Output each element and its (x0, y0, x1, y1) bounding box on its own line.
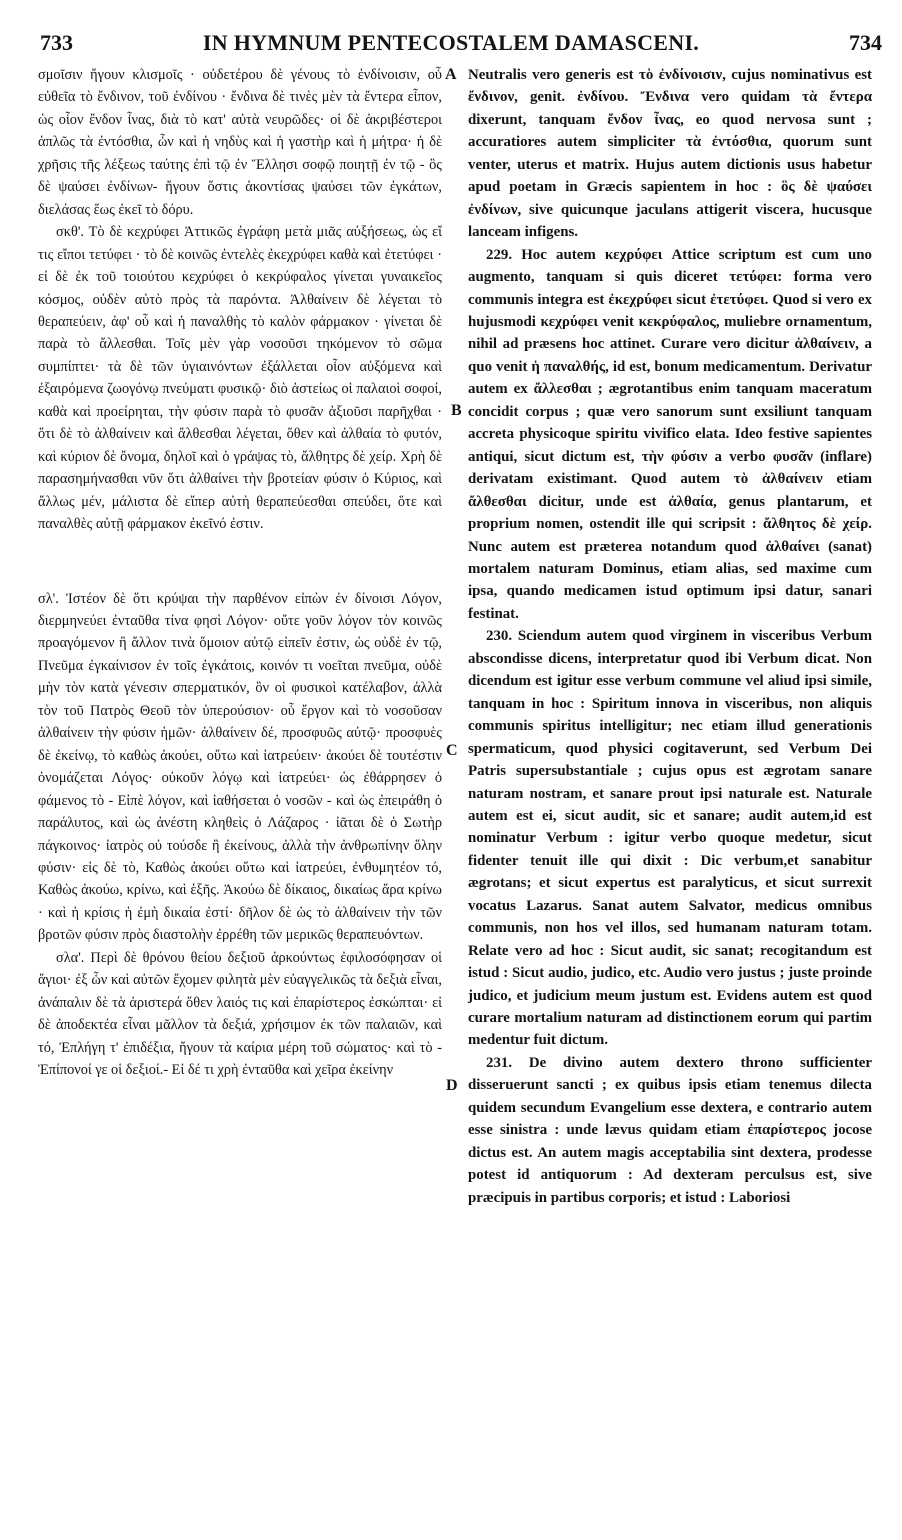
greek-paragraph-228-end: σμοῖσιν ἤγουν κλισμοῖς · οὐδετέρου δὲ γένους τὸ ἐνδίνοισιν, οὗ εὐθεῖα τὸ ἔνδινον, τοῦ ἐνδίνου · ἔνδινα δὲ τινὲς μὲν τὰ ἔντερα εἶπον, ὡς οἷον ἔνδον ἶνας, διὰ τὸ κατ' αὐτὰ νευρῶδες· οἱ δὲ ἀκριβέστεροι ἁπλῶς τὰ ἐντόσθια, ὧν καὶ ἡ νηδὺς καὶ ἡ γαστὴρ καὶ ἡ μήτρα· ἡ δὲ χρῆσις τῆς λέξεως ταύτης ἐπὶ τῷ ἐν Ἕλλησι σοφῷ ποιητῇ ἐν τῷ - ὃς δὲ ψαύσει ἐνδίνων- ἤγουν ὅστις ἀκοντίσας ψαύσει τῶν ἐγκάτων, διελάσας ἕως ἐκεῖ τὸ δόρυ. (38, 67, 442, 218)
margin-marker-a: A (445, 66, 457, 83)
column-gap (38, 536, 442, 588)
greek-column (38, 64, 442, 1081)
greek-paragraph-229: σκθ'. Τὸ δὲ κεχρύφει Ἀττικῶς ἐγράφη μετὰ μιᾶς αὐξήσεως, ὡς εἴ τις εἴποι τετύφει · τὸ δὲ κοινῶς ἐντελὲς ἐκεχρύφει καθὰ καὶ ἐτετύφει · εἰ δὲ ἐκ τοῦ τοιούτου κεχρύφει ὁ κεκρύφαλος γίνεται γυναικεῖος κόσμος, οὐδὲν αὐτὸ πρὸς τὰ παρόντα. Ἀλθαίνειν δὲ λέγεται τὸ θεραπεύειν, ἀφ' οὗ καὶ ἡ παναλθὴς τὸ καλὸν φάρμακον · γίνεται δὲ παρὰ τὸ ἄλλεσθαι. Τοῖς μὲν γὰρ νοσοῦσι τηκόμενον τὸ σῶμα συμπίπτει· τὰ δὲ τῶν ὑγιαινόντων ἐξάλλεται οἷον αὐξόμενα καὶ ἐξαιρόμενα ζωογόνῳ πνεύματι φυσικῷ· διὸ ἀστείως οἱ παλαιοὶ σοφοί, καθὰ καὶ προείρηται, τὴν φύσιν παρὰ τὸ φυσᾶν ἀξιοῦσι παρῆχθαι · ὅτι δὲ τὸ ἀλθαίνειν καὶ ἄλθεσθαι λέγεται, ὅθεν καὶ ἀλθαία τὸ φυτόν, καὶ κύριον δὲ ὄνομα, δηλοῖ καὶ ὁ γράψας τὸ, ἄλθητρς δὲ χείρ. Χρὴ δὲ παρασημήνασθαι νῦν ὅτι ἀλθαίνει τὴν βροτείαν φύσιν ὁ Κύριος, καὶ ἄλλως μέν, μάλιστα δὲ εἴπερ αὐτὴ θεραπεύεσθαι σπεύδει, ὅτε καὶ παναλθὲς αὐτῇ φάρμακον ἐκεῖνό ἐστιν. (38, 224, 442, 533)
latin-paragraph-228-end: Neutralis vero generis est τὸ ἐνδίνοισιν, cujus nominativus est ἔνδινον, genit. ἐνδίνου. Ἔνδινα vero quidam τὰ ἔντερα dixerunt, tanquam ἔνδον ἶνας, eo quod nervosa sunt ; accuratiores autem simpliciter τὰ ἐντόσθια, quorum sunt venter, uterus et matrix. Hujus autem dictionis usus habetur apud poetam in Græcis sapientem in hoc : ὃς δὲ ψαύσει ἐνδίνων, sive quicunque jaculans attigerit viscera, hucusque lanceam infigens. (468, 67, 872, 241)
greek-paragraph-231: σλα'. Περὶ δὲ θρόνου θείου δεξιοῦ ἀρκούντως ἐφιλοσόφησαν οἱ ἅγιοι· ἐξ ὧν καὶ αὐτῶν ἔχομεν φιλητὰ μὲν εὐαγγελικῶς τὰ δεξιὰ εἶναι, ἀνάπαλιν δὲ τὰ ἀριστερά ὅθεν λαιός τις καὶ ἐπαρίστερος ἐσκώπται· εἰ δὲ ἀποδεκτέα εἶναι μᾶλλον τὰ δεξιά, χρήσιμον ἐκ τῶν παλαιῶν, καὶ τό, Ἐπλήγη τ' ἐπιδέξια, ἤγουν τὰ καίρια μέρη τοῦ σώματος· καὶ τὸ - Ἐπίπονοί γε οἱ δεξιοί.- Εἰ δέ τι χρὴ ἐνταῦθα καὶ χεῖρα ἐκείνην (38, 949, 442, 1079)
running-header (0, 28, 902, 58)
page-number-left: 733 (40, 30, 73, 55)
latin-paragraph-229: 229. Hoc autem κεχρύφει Attice scriptum est cum uno augmento, tanquam si quis diceret τετύφει: forma vero communis integra est ἐκεχρύφει sicut ἐτετύφει. Quod si vero ex hujusmodi κεχρύφει venit κεκρύφαλος, muliebre ornamentum, nihil ad præsens hoc attinet. Curare vero dicitur ἀλθαίνειν, a quo venit ἡ παναλθής, id est, bonum medicamentum. Derivatur autem ex ἄλλεσθαι ; ægrotantibus enim tanquam maceratum concidit corpus ; quæ vero sanorum sunt exsiliunt tanquam accreta physicoque spiritu vivifico elata. Ideo festive sapientes antiqui, sicut dictum est, τὴν φύσιν a verbo φυσᾶν (inflare) derivatam existimant. Quod autem τὸ ἀλθαίνειν etiam ἄλθεσθαι dicitur, unde est ἀλθαία, genus plantarum, et proprium nomen, ostendit ille qui scripsit : ἄλθητος δὲ χείρ. Nunc autem est præterea notandum quod ἀλθαίνει (sanat) mortalem naturam Dominus, etiam alias, sed maxime cum ipsa, quando medicamen istud optimum ipsi datur, sanari festinat. (468, 246, 872, 622)
margin-marker-c: C (446, 742, 458, 759)
margin-marker-b: B (451, 402, 462, 419)
running-title: IN HYMNUM PENTECOSTALEM DAMASCENI. (202, 30, 700, 55)
latin-paragraph-230: 230. Sciendum autem quod virginem in visceribus Verbum abscondisse dicens, interpretatur quod ibi Verbum dicat. Non dicendum est igitur esse verbum commune vel aliud ipsi simile, tanquam in hoc : Spiritum innova in visceribus, non aliquis communis spiritus intelligitur; nec etiam illud generationis spermaticum, quod physici cogitaverunt, sed Verbum Dei Patris supersubstantiale ; cujus opus est ægrotam sanare naturam nostram, et sanare prout ipsi naturale est. Naturale autem est ei, sicut audit, sic et sanare; audit autem,id est nominatur Verbum : igitur verbo quoque medetur, sicut fidenter tenuit ille qui dixit : Dic verbum,et sanabitur ægrotans; et sicut expertus est paralyticus, et sicut surrexit vocatus Lazarus. Sanat autem Salvator, medicus omnibus communis, non hos vel illos, sed humanam naturam totam. Relate vero ad hoc : Sicut audit, sic sanat; recogitandum est istud : Sicut audio, judico, etc. Audio vero justus ; juste proinde judico, et judicium meum justum est. Evidens autem est quod curare mortalium naturam ad distinctionem eorum qui partim medentur fuit dictum. (468, 628, 872, 1049)
greek-paragraph-230: σλ'. Ἰστέον δὲ ὅτι κρύψαι τὴν παρθένον εἰπὼν ἐν δίνοισι Λόγον, διερμηνεύει ἐνταῦθα τίνα φησὶ Λόγον· οὔτε γοῦν λόγον τὸν κοινῶς προαγόμενον ἢ ἄλλον τινὰ ὅμοιον αὐτῷ εἰπεῖν ἐστιν, ὡς οὐδὲ ἐν τῷ, Πνεῦμα ἐγκαίνισον ἐν τοῖς ἐγκάτοις, κοινόν τι νοεῖται πνεῦμα, οὐδὲ μὴν τὸν κατὰ γένεσιν σπερματικόν, ὃν οἱ φυσικοὶ κατέλαβον, ἀλλὰ τὸν τοῦ Πατρὸς Θεοῦ τὸν ὑπερούσιον· οὗ ἔργον καὶ τὸ νοσοῦσαν ἀλθαίνειν τὴν φύσιν ἡμῶν· ἀλθαίνειν δέ, προσφυῶς αὐτῷ· προσφυὲς δὲ ἐκείνῳ, τὸ καθὼς ἀκούει, οὕτω καὶ ἰατρεύειν· ἀκούει δὲ τουτέστιν ὀνομάζεται Λόγος· οὐκοῦν λόγῳ καὶ ἰατρεύει· ὡς ἐθάρρησεν ὁ φάμενος τὸ - Εἰπὲ λόγον, καὶ ἰαθήσεται ὁ νοσῶν - καὶ ὡς ἐπειράθη ὁ παράλυτος, καὶ ὡς ἀνέστη κληθεὶς ὁ Λάζαρος · ἰᾶται δὲ ὁ Σωτὴρ πάγκοινος· ἰατρὸς οὐ τούσδε ἢ ἐκείνους, ἀλλὰ τὴν ἀνθρωπίνην ὅλην φύσιν· εἰς δὲ τὸ, Καθὼς ἀκούει οὕτω καὶ ἰατρεύει, ἐνθυμητέον τό, Καθὼς ἀκούω, κρίνω, καὶ ἑξῆς. Ἀκούω δὲ δίκαιος, δικαίως ἄρα κρίνω · καὶ ἡ κρίσις ἡ ἐμὴ δικαία ἐστί· δῆλον δὲ ὡς τὸ ἀλθαίνειν τὴν τῶν βροτῶν φύσιν πρὸς διαστολὴν ἐρρέθη τῶν μερικῶς θεραπευόντων. (38, 590, 442, 944)
latin-column (468, 64, 872, 1209)
margin-marker-d: D (446, 1077, 458, 1094)
latin-paragraph-231: 231. De divino autem dextero throno sufficienter disseruerunt sancti ; ex quibus ipsis etiam tenemus dilecta quidem secundum Evangelium esse dextera, e contrario autem esse sinistra : unde lævus quidam etiam ἐπαρίστερος jocose dictus est. An autem magis acceptabilia sint dextera, prodesse potest id antiquorum : Ad dexteram perculsus est, sive præcipuis in partibus corporis; et istud : Laboriosi (468, 1054, 872, 1206)
page-number-right: 734 (849, 30, 882, 55)
